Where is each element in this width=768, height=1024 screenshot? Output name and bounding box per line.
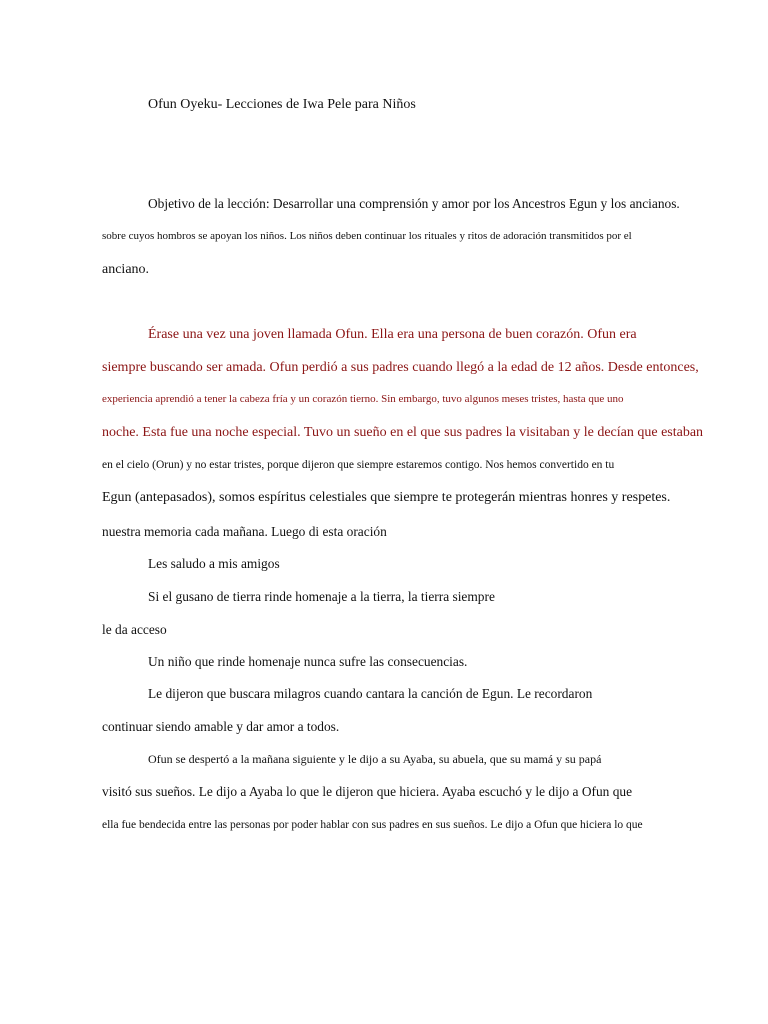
objective-line-1: Objetivo de la lección: Desarrollar una comprensión y amor por los Ancestros Egun y los ancianos. [148, 196, 680, 211]
story-line-1: Érase una vez una joven llamada Ofun. Ella era una persona de buen corazón. Ofun era [148, 327, 637, 342]
story-line-8: Le dijeron que buscara milagros cuando cantara la canción de Egun. Le recordaron [148, 686, 593, 701]
prayer-line-4: Un niño que rinde homenaje nunca sufre las consecuencias. [148, 654, 468, 669]
prayer-line-3: le da acceso [102, 622, 167, 637]
prayer-line-1: Les saludo a mis amigos [148, 556, 280, 571]
story-line-7: nuestra memoria cada mañana. Luego di esta oración [102, 524, 387, 539]
story-line-4: noche. Esta fue una noche especial. Tuvo un sueño en el que sus padres la visitaban y le decían que estaban [102, 425, 704, 440]
story-line-12: ella fue bendecida entre las personas por poder hablar con sus padres en sus sueños. Le dijo a Ofun que hiciera lo que [102, 819, 643, 831]
story-line-2: siempre buscando ser amada. Ofun perdió a sus padres cuando llegó a la edad de 12 años. Desde entonces, [102, 360, 699, 375]
story-line-10: Ofun se despertó a la mañana siguiente y le dijo a su Ayaba, su abuela, que su mamá y su papá [148, 752, 602, 766]
story-line-6: Egun (antepasados), somos espíritus celestiales que siempre te protegerán mientras honres y respetes. [102, 490, 671, 505]
objective-line-2: sobre cuyos hombros se apoyan los niños. Los niños deben continuar los rituales y ritos de adoración transmitidos por el [102, 230, 632, 242]
story-line-5: en el cielo (Orun) y no estar tristes, porque dijeron que siempre estaremos contigo. Nos hemos convertido en tu [102, 459, 615, 471]
document-title: Ofun Oyeku- Lecciones de Iwa Pele para Niños [148, 97, 416, 112]
prayer-line-2: Si el gusano de tierra rinde homenaje a la tierra, la tierra siempre [148, 589, 495, 604]
story-line-9: continuar siendo amable y dar amor a todos. [102, 719, 340, 734]
story-line-3: experiencia aprendió a tener la cabeza fría y un corazón tierno. Sin embargo, tuvo algunos meses tristes, hasta que uno [102, 393, 624, 405]
story-line-11: visitó sus sueños. Le dijo a Ayaba lo que le dijeron que hiciera. Ayaba escuchó y le dijo a Ofun que [102, 784, 633, 799]
objective-line-3: anciano. [102, 262, 150, 277]
